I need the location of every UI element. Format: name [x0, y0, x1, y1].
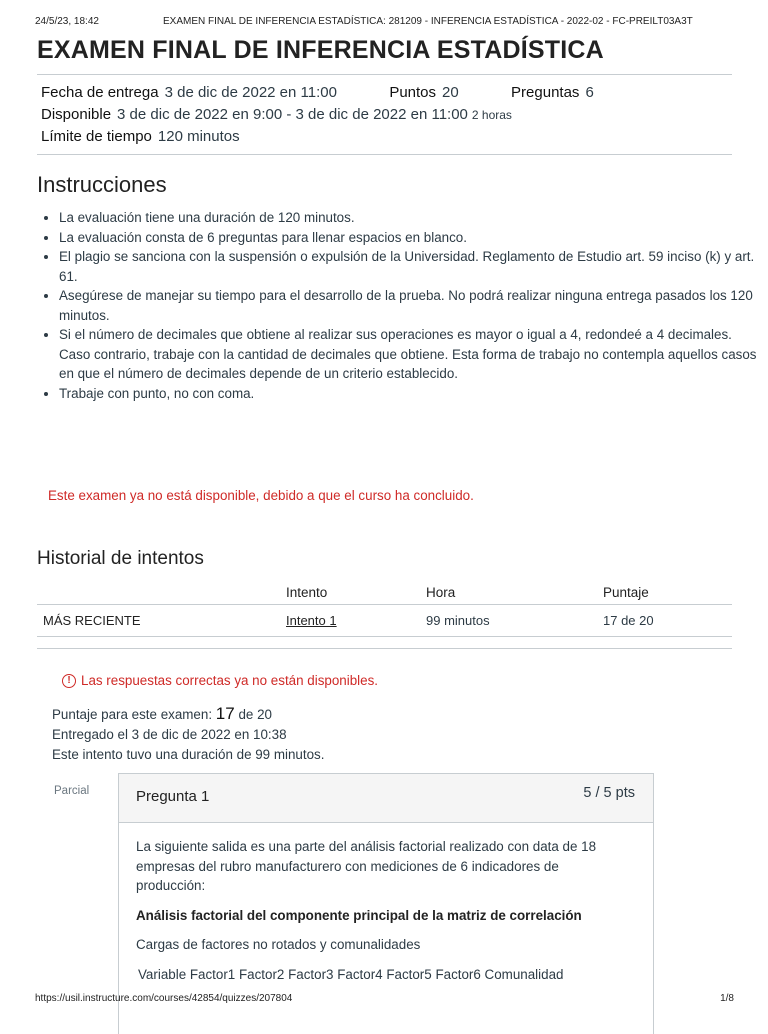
- quiz-title: EXAMEN FINAL DE INFERENCIA ESTADÍSTICA: [37, 36, 604, 64]
- instruction-item: • Si el número de decimales que obtiene al realizar sus operaciones es mayor o igual a 4, redondeé a 4 decimales. Caso contrario, trabaje con la cantidad de decimales que obtiene. Esta forma de trabajo no contempla aquellos casos en que el número de decimales depende de un criterio establecido.: [59, 325, 759, 384]
- column-header: [37, 580, 280, 605]
- points-label: Puntos: [389, 84, 437, 101]
- divider: [37, 154, 732, 155]
- question-subheading: Cargas de factores no rotados y comunalidades: [136, 937, 421, 952]
- instruction-item: • Trabaje con punto, no con coma.: [59, 384, 759, 404]
- available-label: Disponible: [41, 106, 112, 123]
- question-body: [136, 837, 631, 984]
- history-title: Historial de intentos: [37, 548, 204, 569]
- table-header-row: [37, 580, 732, 605]
- time-limit-label: Límite de tiempo: [41, 128, 152, 145]
- print-datetime: 24/5/23, 18:42: [35, 16, 99, 27]
- questions-value: 6: [585, 84, 594, 101]
- print-header: [35, 16, 738, 27]
- duration-line: Este intento tuvo una duración de 99 minutos.: [52, 747, 325, 762]
- attempt-label: MÁS RECIENTE: [37, 605, 280, 637]
- question-bold-heading: Análisis factorial del componente principal de la matriz de correlación: [136, 907, 582, 923]
- attempt-history-table: [37, 580, 732, 637]
- question-table-columns: Variable Factor1 Factor2 Factor3 Factor4 Factor5 Factor6 Comunalidad: [138, 966, 564, 982]
- questions-label: Preguntas: [511, 84, 580, 101]
- instruction-item: • La evaluación tiene una duración de 120 minutos.: [59, 208, 759, 228]
- question-name: Pregunta 1: [136, 788, 210, 805]
- partial-status-tag: Parcial: [54, 785, 90, 797]
- column-header: Puntaje: [597, 580, 732, 605]
- score-suffix: de 20: [238, 707, 272, 722]
- score-value: 17: [215, 704, 235, 723]
- print-page-title: EXAMEN FINAL DE INFERENCIA ESTADÍSTICA: 281209 - INFERENCIA ESTADÍSTICA - 2022-02 - FC-PREILT03A3T: [163, 16, 693, 27]
- points-value: 20: [442, 84, 459, 101]
- answers-unavailable-notice: [62, 673, 378, 688]
- available-duration: 2 horas: [471, 108, 512, 122]
- quiz-meta-row-3: [41, 128, 240, 145]
- column-header: Intento: [280, 580, 420, 605]
- print-url: https://usil.instructure.com/courses/42854/quizzes/207804: [35, 993, 293, 1004]
- warning-icon: !: [62, 674, 76, 688]
- available-value: 3 de dic de 2022 en 9:00 - 3 de dic de 2022 en 11:00: [117, 106, 468, 123]
- quiz-meta-row-2: [41, 106, 512, 123]
- due-label: Fecha de entrega: [41, 84, 159, 101]
- unavailable-message: Este examen ya no está disponible, debido a que el curso ha concluido.: [48, 488, 474, 503]
- instructions-title: Instrucciones: [37, 172, 167, 197]
- divider: [37, 648, 732, 649]
- divider: [37, 74, 732, 75]
- due-value: 3 de dic de 2022 en 11:00: [164, 84, 337, 101]
- instruction-item: • Asegúrese de manejar su tiempo para el desarrollo de la prueba. No podrá realizar ninguna entrega pasados los 120 minutos.: [59, 286, 759, 325]
- submitted-line: Entregado el 3 de dic de 2022 en 10:38: [52, 727, 287, 742]
- score-line: [52, 704, 324, 725]
- instruction-item: • El plagio se sanciona con la suspensión o expulsión de la Universidad. Reglamento de Estudio art. 59 inciso (k) y art. 61.: [59, 247, 759, 286]
- attempt-score: 17 de 20: [597, 605, 732, 637]
- time-limit-value: 120 minutos: [157, 128, 240, 145]
- notice-text: Las respuestas correctas ya no están disponibles.: [81, 673, 378, 688]
- question-text: La siguiente salida es una parte del análisis factorial realizado con data de 18 empresas del rubro manufacturero con mediciones de 6 indicadores de producción:: [136, 839, 597, 893]
- print-page-number: 1/8: [720, 993, 734, 1004]
- score-prefix: Puntaje para este examen:: [52, 707, 213, 722]
- attempt-link[interactable]: Intento 1: [286, 613, 337, 628]
- question-header: [119, 774, 653, 823]
- instructions-list: [37, 208, 759, 403]
- attempt-time: 99 minutos: [420, 605, 597, 637]
- print-footer: [35, 993, 734, 1004]
- instruction-item: • La evaluación consta de 6 preguntas para llenar espacios en blanco.: [59, 228, 759, 248]
- column-header: Hora: [420, 580, 597, 605]
- score-summary: [52, 704, 324, 765]
- table-row: [37, 605, 732, 637]
- quiz-meta-row-1: [41, 84, 594, 101]
- question-points: 5 / 5 pts: [583, 785, 635, 801]
